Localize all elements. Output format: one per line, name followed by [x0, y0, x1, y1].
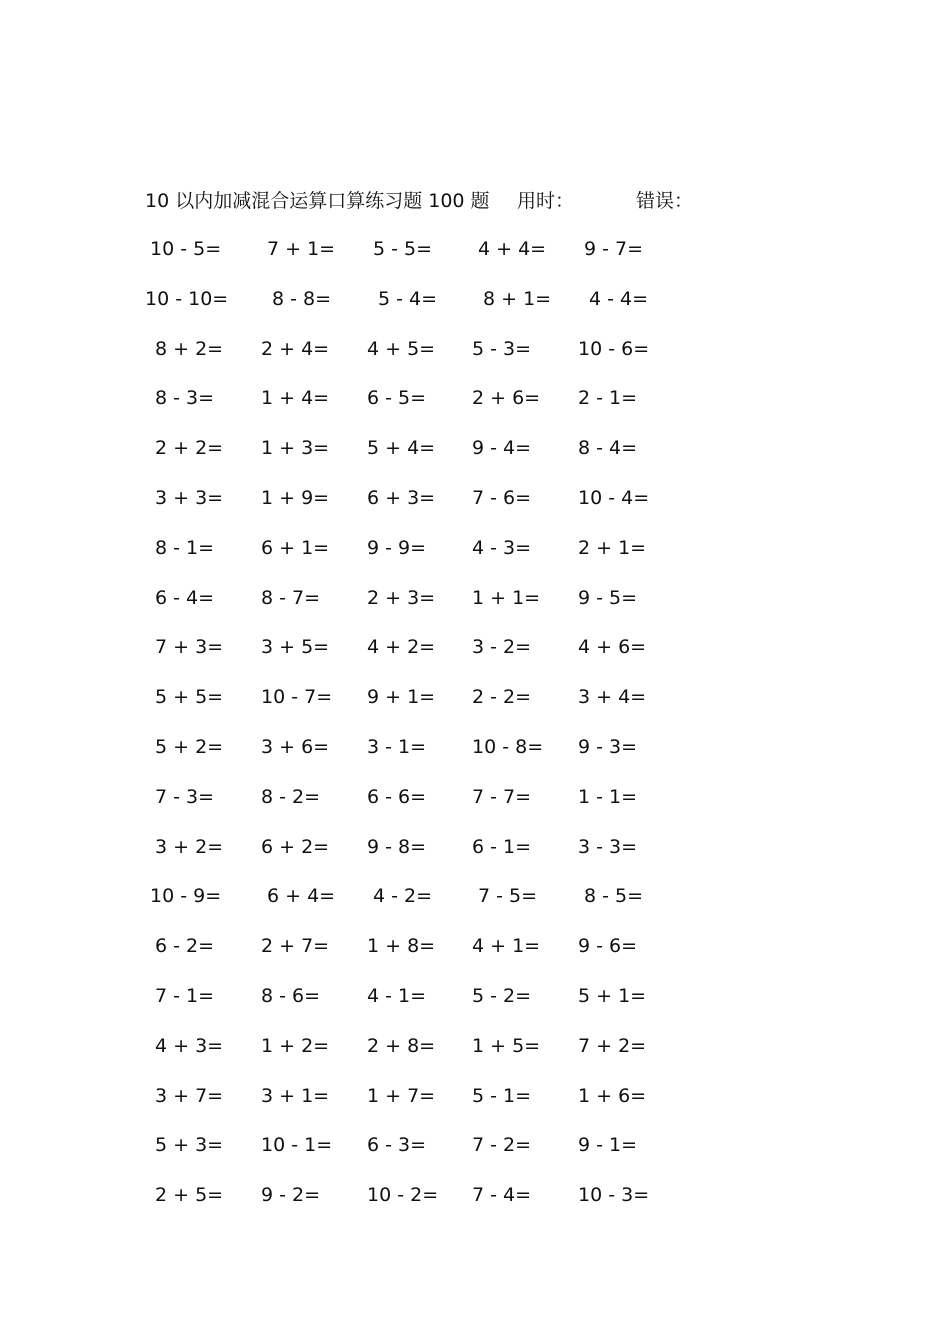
problem-r12-c3: 6 - 6=	[367, 785, 427, 808]
problem-r19-c1: 5 + 3=	[155, 1134, 224, 1157]
problem-r11-c5: 9 - 3=	[578, 736, 638, 758]
problem-r10-c3: 9 + 1=	[367, 686, 436, 709]
problem-r20-c4: 7 - 4=	[472, 1184, 532, 1207]
problem-r9-c4: 3 - 2=	[472, 636, 532, 659]
problem-r7-c5: 2 + 1=	[578, 536, 647, 559]
problem-r18-c5: 1 + 6=	[578, 1084, 647, 1107]
problem-r10-c5: 3 + 4=	[578, 686, 647, 709]
problem-r2-c3: 5 - 4=	[378, 287, 438, 310]
problem-r8-c5: 9 - 5=	[578, 586, 638, 609]
problem-r2-c4: 8 + 1=	[483, 287, 552, 310]
problem-r13-c1: 3 + 2=	[155, 835, 224, 858]
problem-r10-c1: 5 + 5=	[155, 686, 224, 709]
problem-r5-c5: 8 - 4=	[578, 437, 638, 460]
problem-r9-c3: 4 + 2=	[367, 636, 436, 659]
problem-r18-c3: 1 + 7=	[367, 1084, 436, 1107]
problem-r3-c1: 8 + 2=	[155, 337, 224, 360]
problem-r19-c5: 9 - 1=	[578, 1134, 638, 1157]
problem-r2-c1: 10 - 10=	[145, 287, 229, 310]
problem-r4-c5: 2 - 1=	[578, 387, 638, 410]
problem-r7-c1: 8 - 1=	[155, 536, 215, 559]
problem-r16-c3: 4 - 1=	[367, 985, 427, 1007]
problem-r13-c4: 6 - 1=	[472, 835, 532, 858]
problem-r10-c4: 2 - 2=	[472, 686, 532, 709]
problem-r18-c4: 5 - 1=	[472, 1084, 532, 1107]
problem-r1-c3: 5 - 5=	[373, 238, 433, 260]
problem-r9-c1: 7 + 3=	[155, 636, 224, 659]
problem-r14-c5: 8 - 5=	[584, 885, 644, 908]
problem-r6-c3: 6 + 3=	[367, 487, 436, 509]
problem-r4-c2: 1 + 4=	[261, 387, 330, 410]
problem-r17-c2: 1 + 2=	[261, 1034, 330, 1057]
problem-r3-c5: 10 - 6=	[578, 337, 650, 360]
problem-r11-c2: 3 + 6=	[261, 736, 330, 758]
problem-r18-c1: 3 + 7=	[155, 1084, 224, 1107]
problem-r11-c4: 10 - 8=	[472, 736, 544, 758]
problem-r9-c5: 4 + 6=	[578, 636, 647, 659]
problem-r17-c5: 7 + 2=	[578, 1034, 647, 1057]
worksheet-title: 10 以内加减混合运算口算练习题 100 题	[145, 190, 490, 212]
problem-r20-c2: 9 - 2=	[261, 1184, 321, 1207]
problem-r4-c1: 8 - 3=	[155, 387, 215, 410]
problem-r3-c4: 5 - 3=	[472, 337, 532, 360]
problem-r13-c2: 6 + 2=	[261, 835, 330, 858]
problem-r14-c4: 7 - 5=	[478, 885, 538, 908]
problem-r14-c3: 4 - 2=	[373, 885, 433, 908]
problem-r15-c5: 9 - 6=	[578, 935, 638, 958]
problem-r18-c2: 3 + 1=	[261, 1084, 330, 1107]
problem-r15-c4: 4 + 1=	[472, 935, 541, 958]
problem-r6-c2: 1 + 9=	[261, 487, 330, 509]
problem-r5-c2: 1 + 3=	[261, 437, 330, 460]
problem-r14-c1: 10 - 9=	[150, 885, 222, 908]
problem-r16-c2: 8 - 6=	[261, 985, 321, 1007]
problem-r12-c2: 8 - 2=	[261, 785, 321, 808]
problem-r7-c3: 9 - 9=	[367, 536, 427, 559]
problem-r17-c3: 2 + 8=	[367, 1034, 436, 1057]
problem-r7-c4: 4 - 3=	[472, 536, 532, 559]
problem-r10-c2: 10 - 7=	[261, 686, 333, 709]
problem-r12-c4: 7 - 7=	[472, 785, 532, 808]
problem-r1-c4: 4 + 4=	[478, 238, 547, 260]
time-used-label: 用时：	[517, 190, 575, 212]
problem-r5-c3: 5 + 4=	[367, 437, 436, 460]
errors-label: 错误：	[636, 190, 694, 212]
problem-r1-c5: 9 - 7=	[584, 238, 644, 260]
problem-r4-c4: 2 + 6=	[472, 387, 541, 410]
problem-r6-c5: 10 - 4=	[578, 487, 650, 509]
problem-r15-c3: 1 + 8=	[367, 935, 436, 958]
problem-r13-c5: 3 - 3=	[578, 835, 638, 858]
problem-r8-c3: 2 + 3=	[367, 586, 436, 609]
problem-r15-c1: 6 - 2=	[155, 935, 215, 958]
problem-r19-c2: 10 - 1=	[261, 1134, 333, 1157]
problem-r12-c5: 1 - 1=	[578, 785, 638, 808]
problem-r8-c2: 8 - 7=	[261, 586, 321, 609]
problem-r20-c3: 10 - 2=	[367, 1184, 439, 1207]
problem-r14-c2: 6 + 4=	[267, 885, 336, 908]
problem-r16-c4: 5 - 2=	[472, 985, 532, 1007]
problem-r6-c4: 7 - 6=	[472, 487, 532, 509]
problem-r5-c4: 9 - 4=	[472, 437, 532, 460]
problem-r19-c4: 7 - 2=	[472, 1134, 532, 1157]
problem-r1-c2: 7 + 1=	[267, 238, 336, 260]
problem-r7-c2: 6 + 1=	[261, 536, 330, 559]
problem-r6-c1: 3 + 3=	[155, 487, 224, 509]
problem-r1-c1: 10 - 5=	[150, 238, 222, 260]
problem-r13-c3: 9 - 8=	[367, 835, 427, 858]
problem-r8-c1: 6 - 4=	[155, 586, 215, 609]
problem-r3-c3: 4 + 5=	[367, 337, 436, 360]
problem-r16-c5: 5 + 1=	[578, 985, 647, 1007]
problem-r2-c5: 4 - 4=	[589, 287, 649, 310]
problem-r11-c3: 3 - 1=	[367, 736, 427, 758]
problem-r17-c4: 1 + 5=	[472, 1034, 541, 1057]
problem-r19-c3: 6 - 3=	[367, 1134, 427, 1157]
problem-r2-c2: 8 - 8=	[272, 287, 332, 310]
problem-r3-c2: 2 + 4=	[261, 337, 330, 360]
problem-r15-c2: 2 + 7=	[261, 935, 330, 958]
problem-r12-c1: 7 - 3=	[155, 785, 215, 808]
problem-r5-c1: 2 + 2=	[155, 437, 224, 460]
problem-r20-c5: 10 - 3=	[578, 1184, 650, 1207]
problem-r11-c1: 5 + 2=	[155, 736, 224, 758]
problem-r9-c2: 3 + 5=	[261, 636, 330, 659]
problem-r4-c3: 6 - 5=	[367, 387, 427, 410]
problem-r8-c4: 1 + 1=	[472, 586, 541, 609]
problem-r17-c1: 4 + 3=	[155, 1034, 224, 1057]
problem-r20-c1: 2 + 5=	[155, 1184, 224, 1207]
problem-r16-c1: 7 - 1=	[155, 985, 215, 1007]
